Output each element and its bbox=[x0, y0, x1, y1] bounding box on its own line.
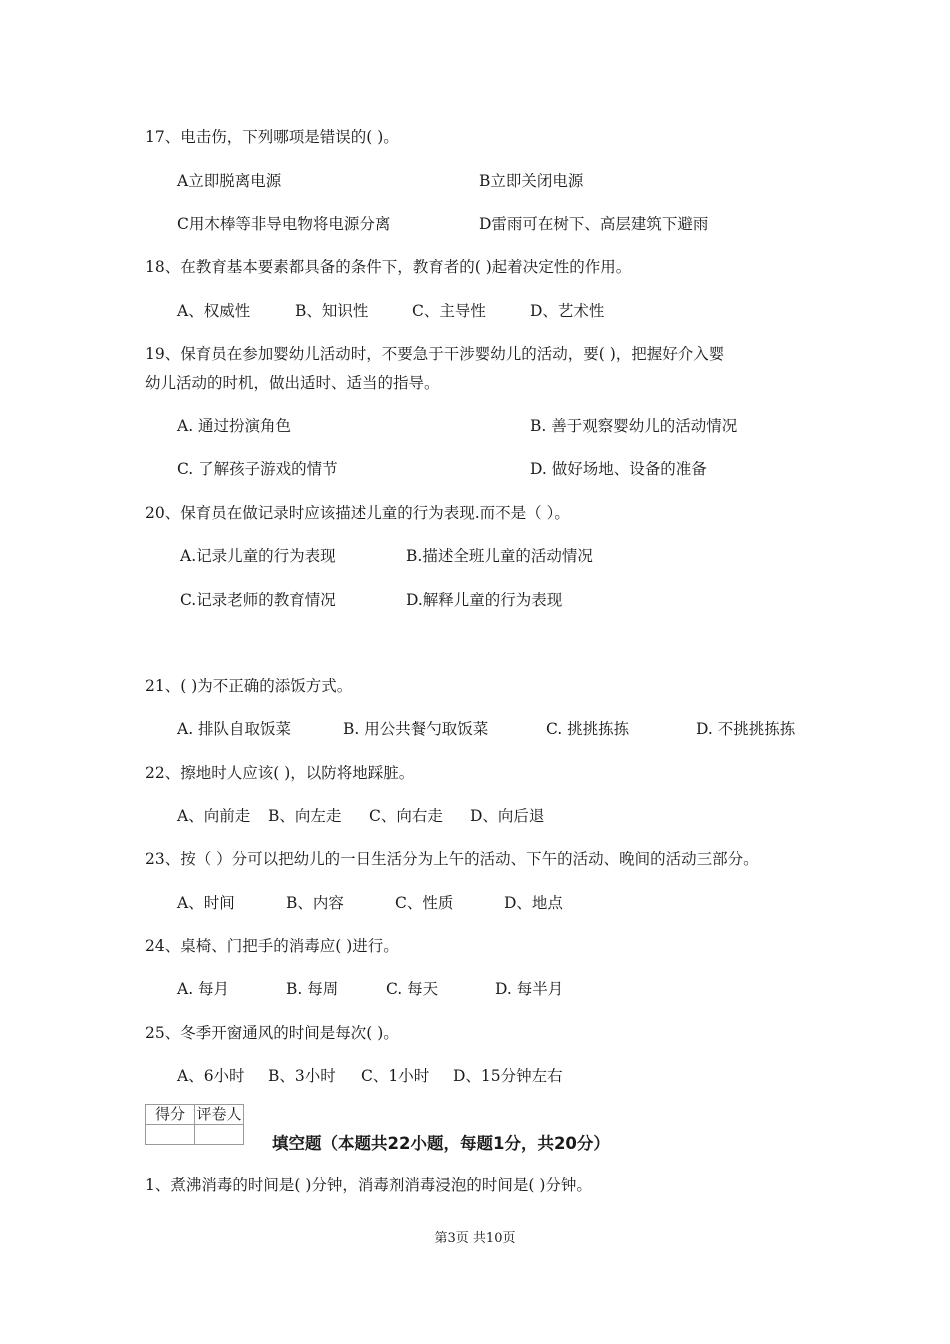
question-22-option-b: B、向左走 bbox=[268, 807, 342, 825]
question-22-option-d: D、向后退 bbox=[470, 807, 545, 825]
question-23-option-a: A、时间 bbox=[177, 894, 235, 912]
question-19-option-a: A. 通过扮演角色 bbox=[177, 417, 292, 435]
question-25-option-c: C、1小时 bbox=[361, 1067, 430, 1085]
question-18-option-d: D、艺术性 bbox=[530, 302, 605, 320]
question-21-option-d: D. 不挑挑拣拣 bbox=[696, 720, 796, 738]
score-cell bbox=[146, 1125, 195, 1145]
score-label: 得分 bbox=[146, 1105, 195, 1125]
question-19-stem-line1: 19、保育员在参加婴幼儿活动时，不要急于干涉婴幼儿的活动，要( )，把握好介入婴 bbox=[145, 345, 725, 363]
question-18-stem: 18、在教育基本要素都具备的条件下，教育者的( )起着决定性的作用。 bbox=[145, 258, 632, 276]
question-18-option-b: B、知识性 bbox=[295, 302, 369, 320]
question-22-option-a: A、向前走 bbox=[177, 807, 251, 825]
score-table bbox=[145, 1104, 244, 1145]
reviewer-cell bbox=[195, 1125, 244, 1145]
question-20-option-b: B.描述全班儿童的活动情况 bbox=[406, 547, 593, 565]
question-21-stem: 21、( )为不正确的添饭方式。 bbox=[145, 677, 353, 695]
question-23-option-b: B、内容 bbox=[286, 894, 344, 912]
question-19-option-d: D. 做好场地、设备的准备 bbox=[530, 460, 707, 478]
question-20-stem: 20、保育员在做记录时应该描述儿童的行为表现.而不是（ ）。 bbox=[145, 504, 570, 522]
fill-question-1: 1、煮沸消毒的时间是( )分钟，消毒剂消毒浸泡的时间是( )分钟。 bbox=[145, 1176, 592, 1194]
question-17-option-c: C用木棒等非导电物将电源分离 bbox=[177, 215, 391, 233]
question-17-option-a: A立即脱离电源 bbox=[177, 172, 282, 190]
question-20-option-a: A.记录儿童的行为表现 bbox=[180, 547, 336, 565]
question-17-option-b: B立即关闭电源 bbox=[479, 172, 584, 190]
question-25-option-d: D、15分钟左右 bbox=[453, 1067, 563, 1085]
question-24-option-d: D. 每半月 bbox=[495, 980, 564, 998]
question-17-option-d: D雷雨可在树下、高层建筑下避雨 bbox=[479, 215, 709, 233]
question-18-option-a: A、权威性 bbox=[177, 302, 251, 320]
question-23-option-c: C、性质 bbox=[395, 894, 454, 912]
question-22-stem: 22、擦地时人应该( )，以防将地踩脏。 bbox=[145, 764, 415, 782]
question-24-option-b: B. 每周 bbox=[286, 980, 339, 998]
question-23-option-d: D、地点 bbox=[504, 894, 563, 912]
question-24-option-c: C. 每天 bbox=[386, 980, 439, 998]
question-24-option-a: A. 每月 bbox=[177, 980, 230, 998]
question-19-option-b: B. 善于观察婴幼儿的活动情况 bbox=[530, 417, 738, 435]
question-19-stem-line2: 幼儿活动的时机，做出适时、适当的指导。 bbox=[145, 374, 440, 392]
question-19-option-c: C. 了解孩子游戏的情节 bbox=[177, 460, 338, 478]
page-footer: 第3页 共10页 bbox=[434, 1231, 516, 1246]
question-25-option-a: A、6小时 bbox=[177, 1067, 245, 1085]
question-17-stem: 17、电击伤，下列哪项是错误的( )。 bbox=[145, 128, 399, 146]
question-23-stem: 23、按（ ）分可以把幼儿的一日生活分为上午的活动、下午的活动、晚间的活动三部分。 bbox=[145, 850, 759, 868]
question-20-option-c: C.记录老师的教育情况 bbox=[180, 591, 336, 609]
question-18-option-c: C、主导性 bbox=[412, 302, 486, 320]
question-21-option-b: B. 用公共餐勺取饭菜 bbox=[343, 720, 489, 738]
section-title: 填空题（本题共22小题，每题1分，共20分） bbox=[272, 1134, 610, 1153]
question-21-option-c: C. 挑挑拣拣 bbox=[546, 720, 630, 738]
question-21-option-a: A. 排队自取饭菜 bbox=[177, 720, 292, 738]
question-22-option-c: C、向右走 bbox=[369, 807, 443, 825]
question-25-option-b: B、3小时 bbox=[268, 1067, 336, 1085]
question-24-stem: 24、桌椅、门把手的消毒应( )进行。 bbox=[145, 937, 399, 955]
question-25-stem: 25、冬季开窗通风的时间是每次( )。 bbox=[145, 1024, 399, 1042]
reviewer-label: 评卷人 bbox=[196, 1105, 242, 1123]
question-20-option-d: D.解释儿童的行为表现 bbox=[406, 591, 563, 609]
